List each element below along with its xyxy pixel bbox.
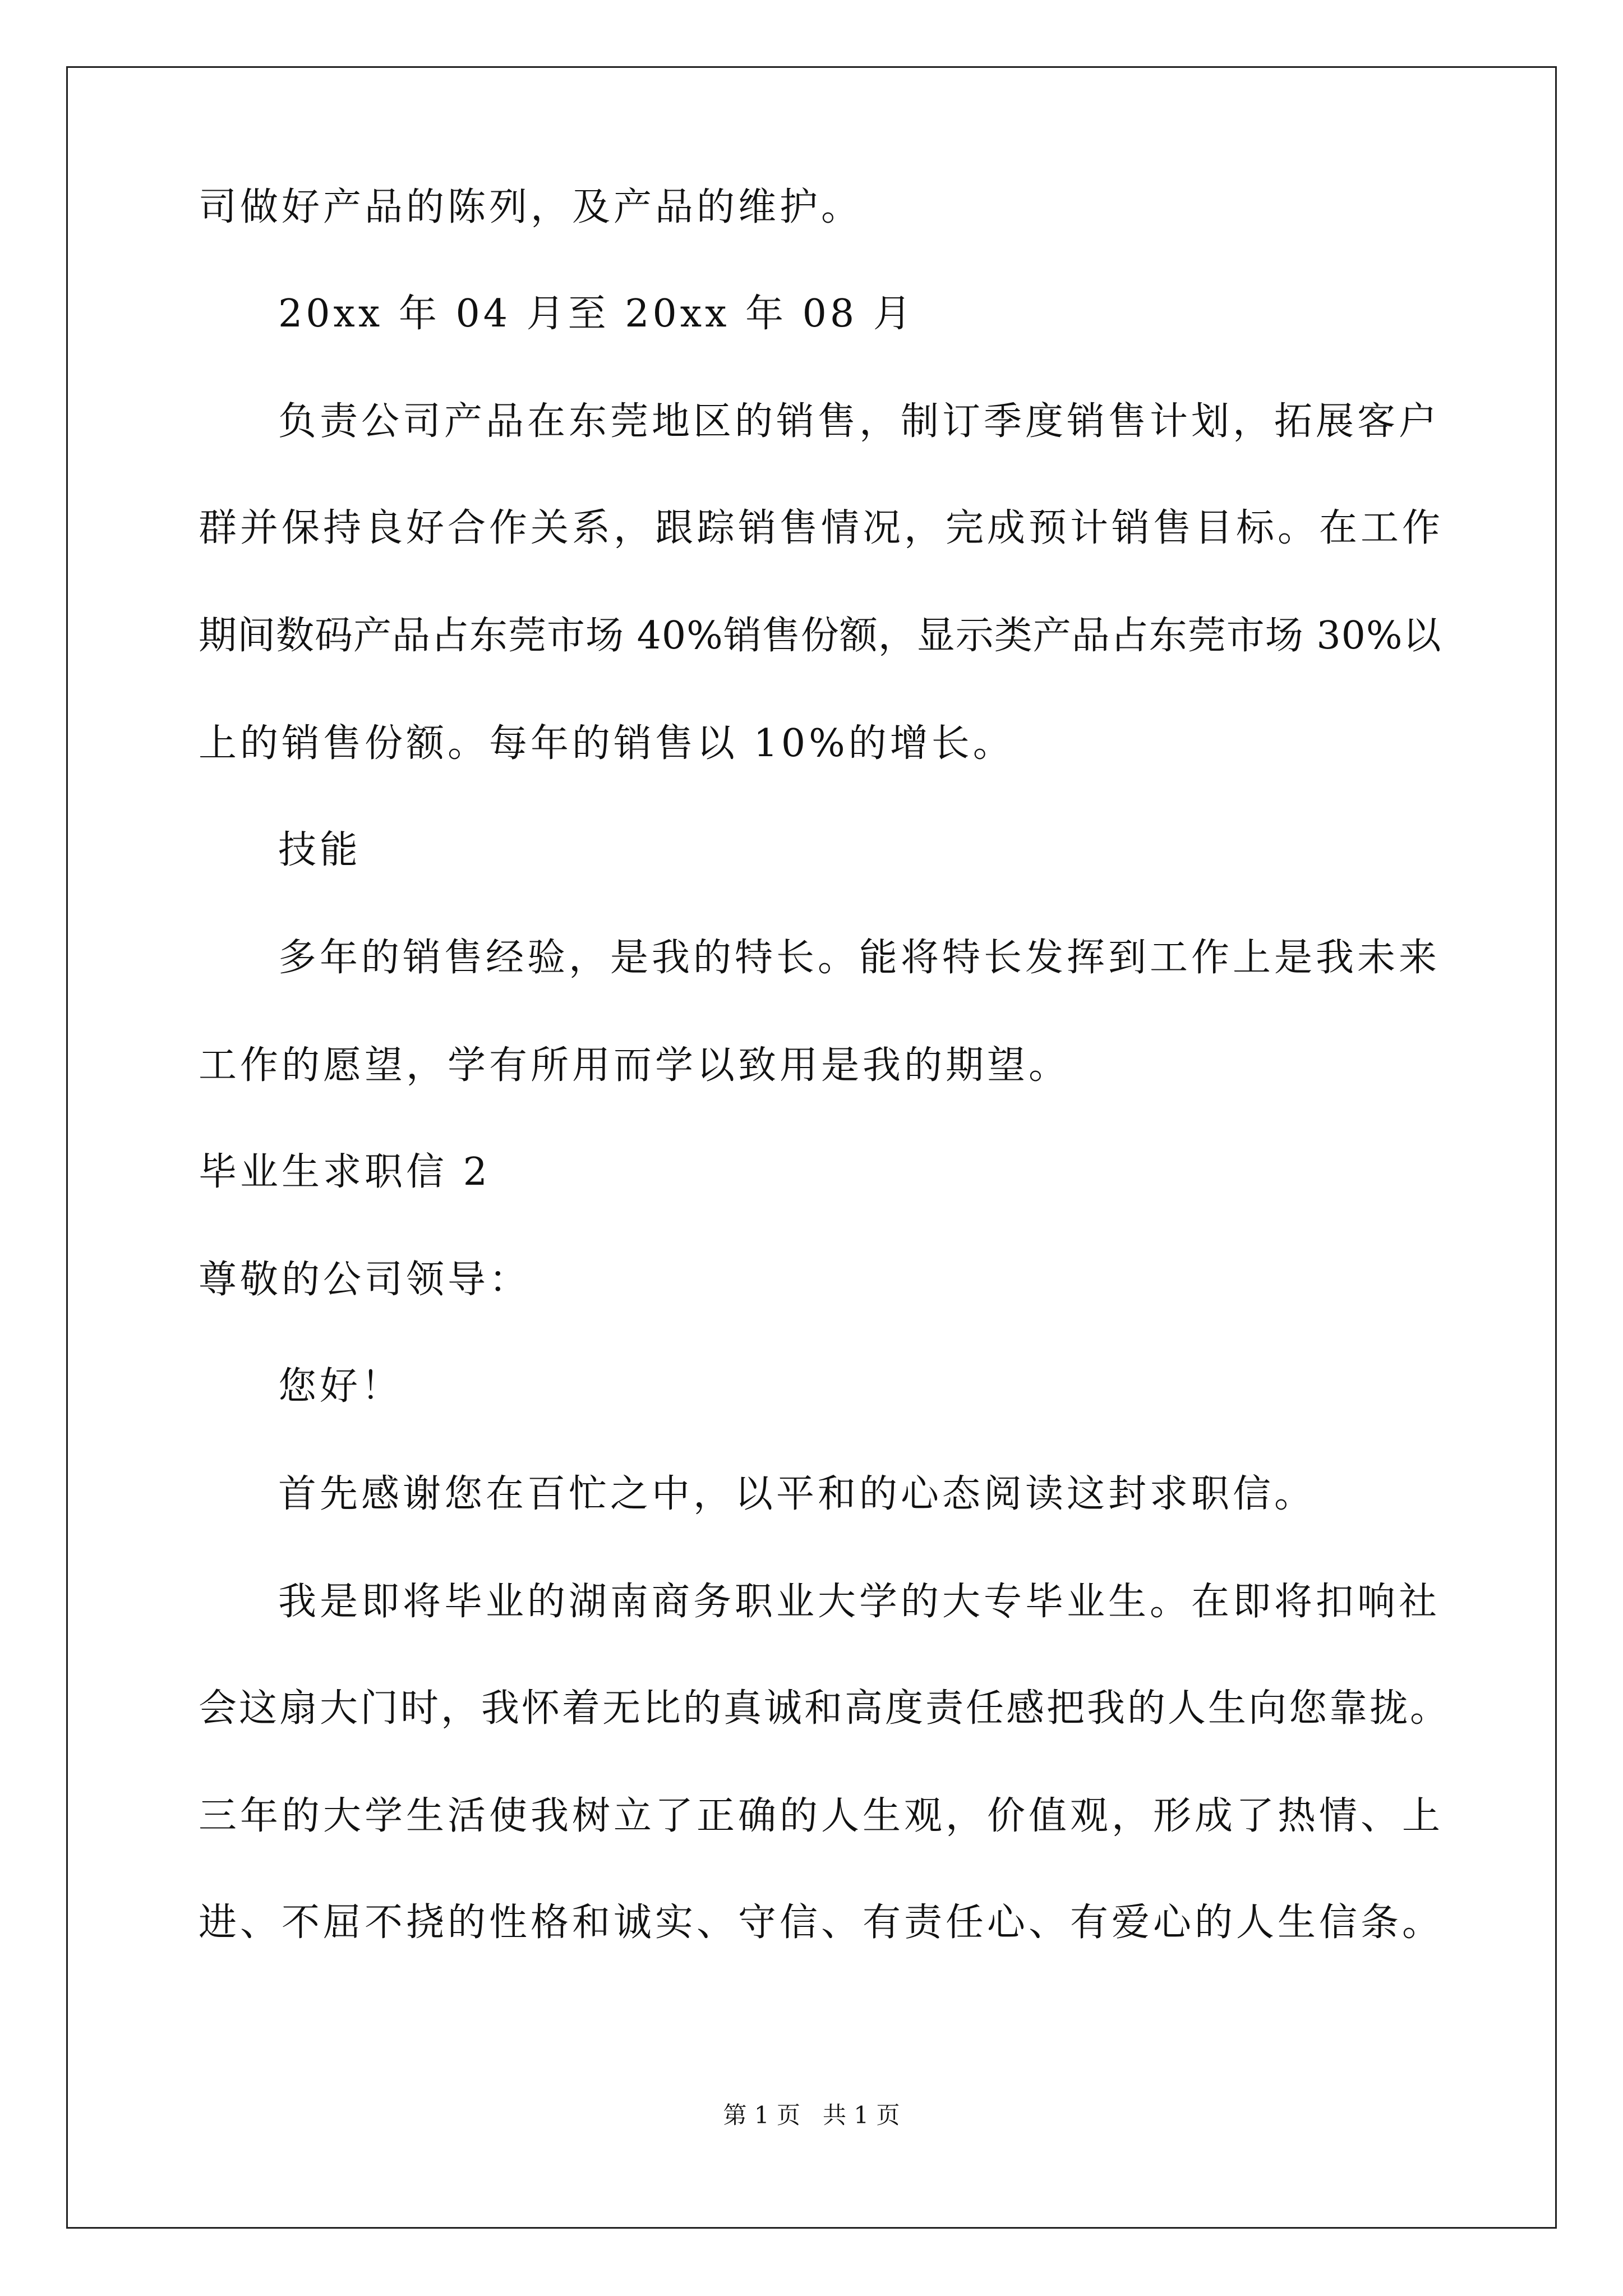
text-line: 进、不屈不挠的性格和诚实、守信、有责任心、有爱心的人生信条。 [199,1901,1444,1945]
letter-title: 毕业生求职信 2 [199,1150,491,1194]
text-line: 群并保持良好合作关系，跟踪销售情况，完成预计销售目标。在工作 [199,506,1444,550]
text-line: 多年的销售经验，是我的特长。能将特长发挥到工作上是我未来 [278,936,1441,980]
text-line: 司做好产品的陈列，及产品的维护。 [199,185,863,229]
salutation: 尊敬的公司领导： [199,1258,531,1302]
text-line: 上的销售份额。每年的销售以 10%的增长。 [199,721,1015,766]
text-line: 期间数码产品占东莞市场 40%销售份额，显示类产品占东莞市场 30%以 [199,614,1442,658]
text-line: 会这扇大门时，我怀着无比的真诚和高度责任感把我的人生向您靠拢。 [199,1686,1451,1731]
page-number-footer: 第 1 页 共 1 页 [723,2101,900,2129]
text-line: 我是即将毕业的湖南商务职业大学的大专毕业生。在即将扣响社 [278,1580,1441,1624]
text-line: 工作的愿望，学有所用而学以致用是我的期望。 [199,1043,1071,1088]
text-line: 三年的大学生活使我树立了正确的人生观，价值观，形成了热情、上 [199,1794,1444,1838]
date-range-line: 20xx 年 04 月至 20xx 年 08 月 [278,292,915,336]
text-line: 负责公司产品在东莞地区的销售，制订季度销售计划，拓展客户 [278,399,1441,444]
text-line: 首先感谢您在百忙之中，以平和的心态阅读这封求职信。 [278,1472,1316,1516]
greeting: 您好！ [278,1364,403,1409]
section-heading-skills: 技能 [278,828,362,872]
